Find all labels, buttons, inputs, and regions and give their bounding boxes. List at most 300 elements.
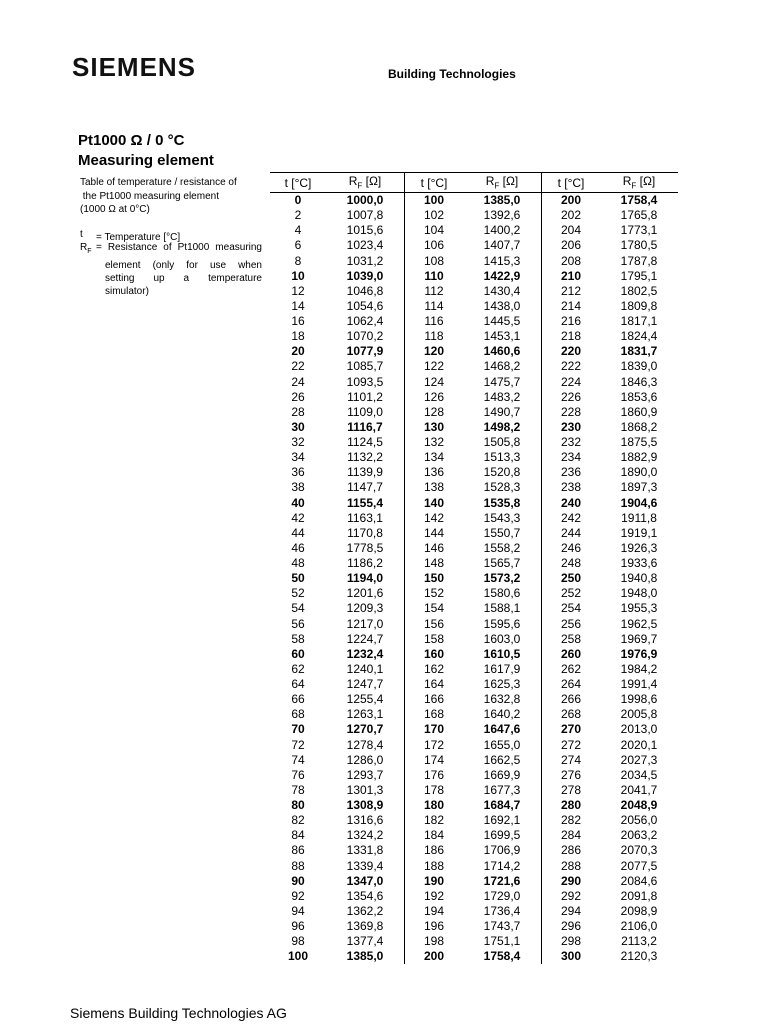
resistance-cell: 1046,8 (326, 284, 405, 299)
temp-cell: 262 (560, 661, 582, 676)
table-row (270, 496, 678, 511)
resistance-cell: 1139,9 (326, 465, 405, 480)
table-row (270, 722, 678, 737)
table-row (270, 874, 678, 889)
temp-cell: 114 (424, 298, 444, 313)
header-resistance (600, 173, 678, 193)
temp-cell: 174 (423, 752, 445, 767)
resistance-cell: 2120,3 (620, 949, 658, 964)
temp-cell: 216 (560, 314, 582, 328)
table-row (270, 889, 678, 904)
resistance-cell: 1263,1 (326, 707, 405, 722)
temp-cell: 200 (423, 949, 445, 964)
header-r-unit: [Ω] (639, 174, 656, 189)
resistance-cell: 1706,9 (463, 843, 542, 858)
table-row (270, 707, 678, 722)
temp-cell: 124 (423, 374, 445, 389)
temp-cell: 36 (291, 465, 305, 480)
resistance-cell: 1817,1 (620, 314, 658, 328)
symbol-legend (80, 228, 262, 298)
table-row (270, 193, 678, 209)
temp-cell: 128 (423, 404, 445, 419)
header-temperature: t [°C] (542, 173, 601, 193)
resistance-cell: 1163,1 (326, 511, 405, 526)
resistance-cell: 1831,7 (620, 344, 658, 359)
temp-cell: 152 (423, 586, 445, 601)
table-body (270, 193, 678, 965)
resistance-cell: 1919,1 (620, 525, 658, 540)
temp-cell: 288 (560, 858, 582, 873)
temp-cell: 122 (423, 359, 445, 374)
resistance-cell: 1278,4 (326, 738, 405, 753)
resistance-cell: 1765,8 (620, 208, 658, 223)
temp-cell: 130 (423, 419, 445, 434)
temp-cell: 198 (423, 934, 445, 949)
temp-cell: 278 (560, 782, 582, 797)
temp-cell: 292 (560, 888, 582, 903)
resistance-cell: 1007,8 (326, 208, 405, 223)
resistance-cell: 1232,4 (326, 647, 405, 662)
temp-cell: 234 (560, 450, 582, 465)
table-row (270, 783, 678, 798)
resistance-cell: 1362,2 (326, 904, 405, 919)
temp-cell: 190 (423, 873, 445, 888)
temp-cell: 30 (291, 419, 305, 434)
resistance-cell: 1911,8 (621, 510, 657, 525)
resistance-cell: 1505,8 (463, 435, 542, 450)
resistance-cell: 1948,0 (620, 586, 658, 601)
resistance-cell: 1132,2 (326, 450, 405, 465)
temp-cell: 54 (291, 601, 305, 616)
resistance-cell: 1969,7 (620, 631, 658, 646)
table-row (270, 208, 678, 223)
resistance-cell: 1875,5 (620, 435, 658, 449)
temp-cell: 50 (291, 571, 305, 586)
resistance-cell: 1699,5 (463, 828, 542, 843)
temp-cell: 240 (560, 495, 582, 510)
table-row (270, 314, 678, 329)
resistance-cell: 1962,5 (620, 616, 658, 631)
resistance-cell: 1751,1 (463, 934, 542, 949)
resistance-cell: 1093,5 (326, 375, 405, 390)
temp-cell: 136 (423, 465, 445, 480)
resistance-cell: 1498,2 (463, 420, 542, 435)
resistance-cell: 1490,7 (463, 405, 542, 420)
temp-cell: 296 (560, 919, 582, 933)
temp-cell: 94 (291, 903, 305, 918)
temp-cell: 186 (423, 843, 445, 858)
resistance-cell: 1347,0 (326, 874, 405, 889)
temp-cell: 232 (560, 435, 582, 449)
table-row (270, 859, 678, 874)
resistance-cell: 1758,4 (463, 949, 542, 964)
temp-cell: 78 (291, 782, 305, 797)
temp-cell: 210 (560, 268, 582, 283)
temp-cell: 64 (291, 677, 305, 691)
temp-cell: 184 (423, 828, 445, 843)
table-row (270, 450, 678, 465)
temp-cell: 206 (560, 238, 582, 253)
temp-cell: 48 (291, 556, 305, 570)
temp-cell: 66 (291, 692, 305, 707)
table-row (270, 238, 678, 253)
resistance-cell: 1802,5 (620, 283, 658, 298)
resistance-table (270, 172, 678, 964)
header-r: R (348, 174, 358, 189)
resistance-cell: 1070,2 (326, 329, 405, 344)
resistance-cell: 1846,3 (620, 374, 658, 389)
resistance-cell: 1610,5 (463, 647, 542, 662)
temp-cell: 68 (291, 707, 305, 722)
temp-cell: 224 (560, 374, 582, 389)
resistance-cell: 1377,4 (326, 934, 405, 949)
temp-cell: 58 (291, 631, 305, 646)
temp-cell: 196 (423, 919, 445, 933)
table-row (270, 586, 678, 601)
resistance-cell: 1031,2 (326, 254, 405, 269)
header-r-unit: [Ω] (365, 174, 382, 189)
resistance-cell: 1528,3 (463, 480, 542, 495)
resistance-cell: 1743,7 (463, 919, 542, 934)
temp-cell: 178 (423, 782, 445, 797)
table-row (270, 738, 678, 753)
resistance-cell: 1385,0 (463, 193, 542, 209)
resistance-cell: 1595,6 (463, 617, 542, 632)
header-resistance (326, 173, 405, 193)
legend-temperature (80, 228, 262, 241)
resistance-cell: 1520,8 (463, 465, 542, 480)
temp-cell: 112 (424, 283, 444, 298)
resistance-cell: 1415,3 (463, 254, 542, 269)
resistance-cell: 1015,6 (326, 223, 405, 238)
page-subtitle: Measuring element (78, 152, 214, 169)
resistance-cell: 2048,9 (620, 798, 658, 812)
temp-cell: 192 (423, 888, 445, 903)
temp-cell: 204 (560, 223, 582, 238)
resistance-cell: 1795,1 (620, 268, 658, 283)
temp-cell: 282 (560, 813, 582, 828)
temp-cell: 172 (423, 737, 445, 752)
table-row (270, 480, 678, 495)
temp-cell: 228 (560, 404, 582, 419)
resistance-cell: 1286,0 (326, 753, 405, 768)
resistance-cell: 1998,6 (620, 692, 658, 707)
resistance-cell: 1868,2 (620, 419, 658, 434)
temp-cell: 166 (423, 692, 445, 707)
resistance-cell: 1124,5 (326, 435, 405, 450)
table-row (270, 813, 678, 828)
table-row (270, 798, 678, 813)
temp-cell: 144 (423, 525, 445, 540)
table-row (270, 753, 678, 768)
temp-cell: 40 (291, 495, 305, 510)
resistance-cell: 1147,7 (326, 480, 405, 495)
resistance-cell: 1324,2 (326, 828, 405, 843)
resistance-cell: 1603,0 (463, 632, 542, 647)
header-temperature: t [°C] (270, 173, 326, 193)
table-row (270, 768, 678, 783)
temp-cell: 60 (291, 646, 305, 661)
resistance-cell: 2034,5 (620, 767, 658, 782)
temp-cell: 274 (560, 752, 582, 767)
temp-cell: 2 (294, 208, 302, 223)
temp-cell: 222 (560, 359, 582, 374)
temp-cell: 154 (423, 601, 445, 616)
temp-cell: 244 (560, 525, 582, 540)
resistance-cell: 1860,9 (620, 404, 658, 419)
resistance-cell: 1984,2 (620, 661, 658, 676)
resistance-cell: 1039,0 (326, 269, 405, 284)
resistance-cell: 1460,6 (463, 344, 542, 359)
table-row (270, 359, 678, 374)
resistance-cell: 1000,0 (326, 193, 405, 209)
resistance-cell: 1513,3 (463, 450, 542, 465)
resistance-cell: 2027,3 (620, 752, 658, 767)
resistance-cell: 1407,7 (463, 238, 542, 253)
resistance-cell: 1550,7 (463, 526, 542, 541)
resistance-cell: 1976,9 (620, 646, 658, 661)
resistance-cell: 1890,0 (620, 465, 658, 480)
resistance-cell: 1475,7 (463, 375, 542, 390)
temp-cell: 168 (423, 707, 445, 722)
resistance-cell: 1640,2 (463, 707, 542, 722)
description-line: (1000 Ω at 0°C) (80, 204, 150, 215)
resistance-cell: 1270,7 (326, 722, 405, 737)
table-row (270, 420, 678, 435)
temp-cell: 212 (560, 283, 582, 298)
table-row (270, 647, 678, 662)
resistance-cell: 1824,4 (620, 329, 658, 344)
resistance-cell: 1758,4 (620, 193, 658, 207)
temp-cell: 16 (291, 314, 305, 328)
temp-cell: 226 (560, 389, 582, 404)
temp-cell: 264 (560, 677, 582, 691)
temp-cell: 146 (423, 540, 445, 555)
temp-cell: 18 (291, 329, 305, 344)
temp-cell: 90 (291, 873, 305, 888)
resistance-cell: 1077,9 (326, 344, 405, 359)
resistance-cell: 2113,2 (621, 934, 657, 949)
resistance-cell: 1201,6 (326, 586, 405, 601)
table-row (270, 254, 678, 269)
resistance-cell: 1736,4 (463, 904, 542, 919)
temp-cell: 298 (560, 934, 582, 949)
resistance-cell: 1247,7 (326, 677, 405, 692)
header-r: R (485, 174, 495, 189)
description-line: Table of temperature / resistance of (80, 177, 237, 188)
table-row (270, 662, 678, 677)
resistance-cell: 1109,0 (326, 405, 405, 420)
resistance-cell: 2106,0 (620, 919, 658, 933)
temp-cell: 80 (291, 798, 305, 812)
temp-cell: 10 (291, 268, 305, 283)
temp-cell: 230 (560, 419, 582, 434)
siemens-logo: SIEMENS (72, 52, 197, 82)
temp-cell: 272 (560, 737, 582, 752)
temp-cell: 236 (560, 465, 582, 480)
table-row (270, 677, 678, 692)
temp-cell: 132 (423, 435, 445, 449)
temp-cell: 182 (423, 813, 445, 828)
table-row (270, 511, 678, 526)
temp-cell: 84 (291, 828, 305, 843)
table-row (270, 571, 678, 586)
resistance-cell: 2041,7 (620, 782, 658, 797)
resistance-cell: 1301,3 (326, 783, 405, 798)
resistance-cell: 1897,3 (620, 480, 658, 495)
resistance-cell: 1023,4 (326, 238, 405, 253)
temp-cell: 150 (423, 571, 445, 586)
temp-cell: 194 (423, 903, 445, 918)
temp-cell: 208 (560, 253, 582, 268)
resistance-cell: 1224,7 (326, 632, 405, 647)
resistance-cell: 1882,9 (620, 450, 658, 465)
legend-r-line: element (only for use when (105, 259, 262, 271)
resistance-cell: 1721,6 (463, 874, 542, 889)
resistance-cell: 1116,7 (326, 420, 405, 435)
table-row (270, 269, 678, 284)
temp-cell: 46 (291, 540, 305, 555)
resistance-cell: 1468,2 (463, 359, 542, 374)
legend-t-text: = Temperature [°C] (96, 232, 181, 243)
temp-cell: 284 (560, 828, 582, 843)
temp-cell: 96 (291, 919, 305, 933)
temp-cell: 254 (560, 601, 582, 616)
temp-cell: 12 (291, 283, 305, 298)
table-row (270, 617, 678, 632)
resistance-cell: 1558,2 (463, 541, 542, 556)
temp-cell: 258 (560, 631, 582, 646)
description-line: the Pt1000 measuring element (80, 190, 219, 202)
table-row (270, 375, 678, 390)
temp-cell: 28 (291, 404, 305, 419)
resistance-cell: 1194,0 (326, 571, 405, 586)
temp-cell: 92 (291, 888, 305, 903)
table-row (270, 828, 678, 843)
temp-cell: 108 (423, 253, 445, 268)
resistance-cell: 1926,3 (620, 540, 658, 555)
temp-cell: 126 (423, 389, 445, 404)
temp-cell: 142 (423, 510, 445, 525)
resistance-cell: 2091,8 (620, 888, 658, 903)
table-row (270, 541, 678, 556)
resistance-cell: 1422,9 (463, 269, 542, 284)
resistance-cell: 2020,1 (620, 737, 658, 752)
resistance-cell: 1308,9 (326, 798, 405, 813)
temp-cell: 158 (423, 631, 445, 646)
temp-cell: 246 (560, 540, 582, 555)
temp-cell: 4 (294, 223, 302, 238)
header-temperature: t [°C] (405, 173, 464, 193)
table-row (270, 329, 678, 344)
temp-cell: 148 (423, 556, 445, 570)
temp-cell: 38 (291, 480, 305, 495)
resistance-cell: 2056,0 (620, 813, 658, 828)
temp-cell: 118 (424, 329, 444, 344)
temp-cell: 170 (423, 722, 445, 737)
page-title: Pt1000 Ω / 0 °C (78, 132, 185, 149)
resistance-cell: 1316,6 (326, 813, 405, 828)
temp-cell: 20 (291, 344, 305, 359)
resistance-cell: 2013,0 (620, 722, 658, 737)
temp-cell: 134 (423, 450, 445, 465)
temp-cell: 286 (560, 843, 582, 858)
temp-cell: 238 (560, 480, 582, 495)
resistance-cell: 1535,8 (463, 496, 542, 511)
resistance-cell: 1655,0 (463, 738, 542, 753)
resistance-cell: 2084,6 (620, 873, 658, 888)
temp-cell: 32 (291, 435, 305, 449)
temp-cell: 42 (291, 510, 305, 525)
table-row (270, 344, 678, 359)
table-row (270, 843, 678, 858)
resistance-cell: 2063,2 (620, 828, 658, 843)
temp-cell: 260 (560, 646, 582, 661)
legend-r-line: setting up a temperature (105, 272, 262, 284)
footer-company: Siemens Building Technologies AG (70, 1005, 287, 1021)
resistance-cell: 1331,8 (326, 843, 405, 858)
temp-cell: 164 (423, 677, 445, 691)
temp-cell: 26 (291, 389, 305, 404)
table-row (270, 465, 678, 480)
temp-cell: 22 (291, 359, 305, 374)
header-r-sub: F (494, 181, 500, 191)
table-row (270, 223, 678, 238)
resistance-cell: 1354,6 (326, 889, 405, 904)
temp-cell: 266 (560, 692, 582, 707)
resistance-cell: 1991,4 (620, 677, 658, 691)
temp-cell: 104 (423, 223, 445, 238)
resistance-cell: 1729,0 (463, 889, 542, 904)
temp-cell: 0 (294, 193, 302, 207)
temp-cell: 248 (560, 556, 582, 570)
resistance-cell: 1625,3 (463, 677, 542, 692)
temp-cell: 24 (291, 374, 305, 389)
temp-cell: 294 (560, 903, 582, 918)
table-row (270, 299, 678, 314)
resistance-cell: 1780,5 (620, 238, 658, 253)
temp-cell: 98 (291, 934, 305, 949)
legend-r-letter: R (80, 242, 88, 254)
resistance-cell: 1101,2 (326, 390, 405, 405)
temp-cell: 250 (560, 571, 582, 586)
temp-cell: 214 (560, 298, 582, 313)
temp-cell: 106 (423, 238, 445, 253)
temp-cell: 62 (291, 661, 305, 676)
resistance-cell: 1787,8 (620, 253, 658, 268)
resistance-cell: 1062,4 (326, 314, 405, 329)
table-row (270, 692, 678, 707)
resistance-cell: 1186,2 (326, 556, 405, 571)
legend-t-symbol: t (80, 229, 83, 240)
resistance-cell: 1217,0 (326, 617, 405, 632)
resistance-cell: 1573,2 (463, 571, 542, 586)
resistance-cell: 2098,9 (620, 903, 658, 918)
temp-cell: 256 (560, 616, 582, 631)
resistance-cell: 1669,9 (463, 768, 542, 783)
temp-cell: 300 (560, 949, 582, 964)
resistance-cell: 1430,4 (463, 284, 542, 299)
resistance-cell: 1632,8 (463, 692, 542, 707)
resistance-cell: 1809,8 (620, 298, 658, 313)
resistance-cell: 1933,6 (620, 556, 658, 570)
resistance-cell: 1453,1 (463, 329, 542, 344)
temp-cell: 268 (560, 707, 582, 722)
temp-cell: 242 (560, 510, 582, 525)
temp-cell: 56 (291, 616, 305, 631)
resistance-cell: 1853,6 (620, 389, 658, 404)
temp-cell: 52 (291, 586, 305, 601)
